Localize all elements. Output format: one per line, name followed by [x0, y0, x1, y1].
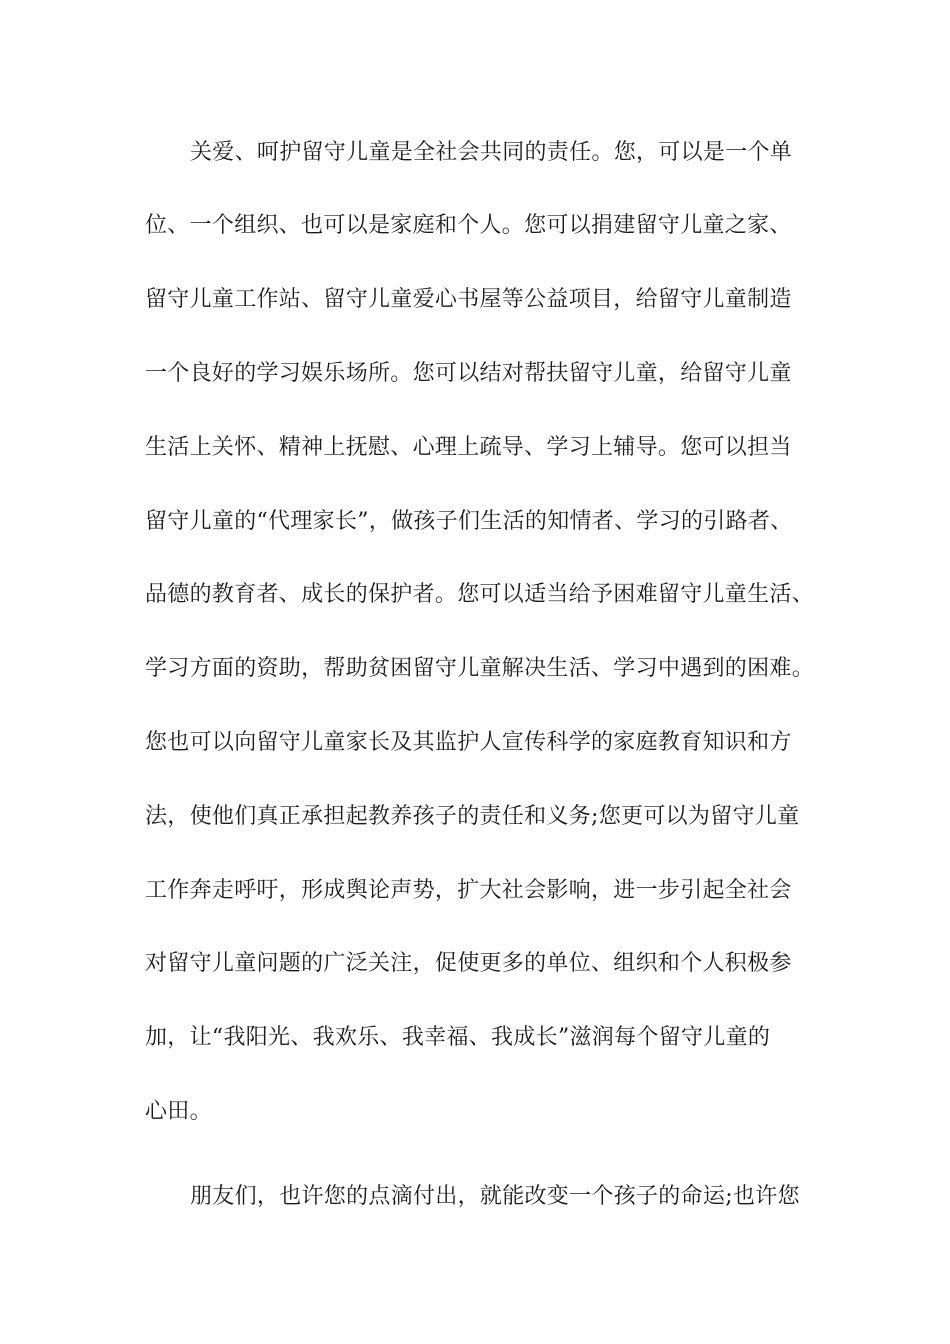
- paragraph-1-line-10: 法，使他们真正承担起教养孩子的责任和义务;您更可以为留守儿童: [145, 804, 800, 829]
- paragraph-1-line-13: 加，让“我阳光、我欢乐、我幸福、我成长”滋润每个留守儿童的: [145, 1025, 771, 1050]
- paragraph-1-line-8: 学习方面的资助，帮助贫困留守儿童解决生活、学习中遇到的困难。: [145, 656, 815, 681]
- paragraph-1-line-12: 对留守儿童问题的广泛关注，促使更多的单位、组织和个人积极参: [145, 951, 792, 976]
- paragraph-1-line-11: 工作奔走呼吁，形成舆论声势，扩大社会影响，进一步引起全社会: [145, 878, 792, 903]
- paragraph-1-line-7: 品德的教育者、成长的保护者。您可以适当给予困难留守儿童生活、: [145, 582, 815, 607]
- paragraph-1-line-9: 您也可以向留守儿童家长及其监护人宣传科学的家庭教育知识和方: [145, 730, 792, 755]
- paragraph-1-line-2: 位、一个组织、也可以是家庭和个人。您可以捐建留守儿童之家、: [145, 213, 792, 238]
- paragraph-1-line-3: 留守儿童工作站、留守儿童爱心书屋等公益项目，给留守儿童制造: [145, 287, 792, 312]
- paragraph-2-line-1: 朋友们，也许您的点滴付出，就能改变一个孩子的命运;也许您: [190, 1184, 800, 1209]
- paragraph-1-line-1: 关爱、呵护留守儿童是全社会共同的责任。您，可以是一个单: [190, 140, 793, 165]
- paragraph-1-line-5: 生活上关怀、精神上抚慰、心理上疏导、学习上辅导。您可以担当: [145, 435, 792, 460]
- paragraph-1-line-14: 心田。: [145, 1099, 212, 1124]
- paragraph-1-line-4: 一个良好的学习娱乐场所。您可以结对帮扶留守儿童，给留守儿童: [145, 361, 792, 386]
- paragraph-1-line-6: 留守儿童的“代理家长”，做孩子们生活的知情者、学习的引路者、: [145, 509, 793, 534]
